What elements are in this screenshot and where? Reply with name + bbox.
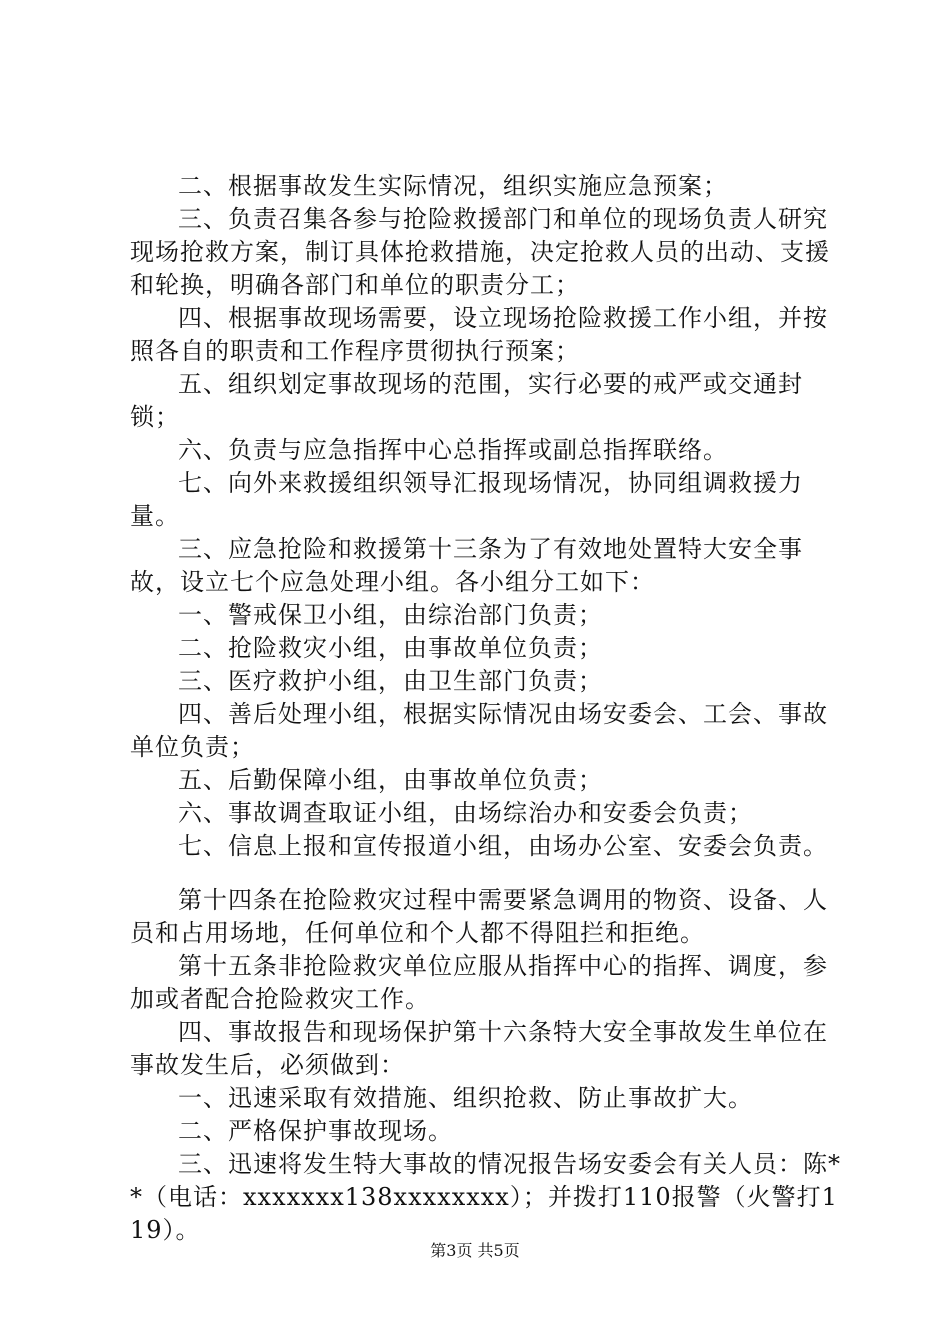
section-gap <box>130 863 842 884</box>
paragraph: 二、根据事故发生实际情况，组织实施应急预案； <box>178 172 728 200</box>
paragraph: 七、向外来救援组织领导汇报现场情况，协同组调救援力量。 <box>130 469 803 530</box>
paragraph: 三、迅速将发生特大事故的情况报告场安委会有关人员：陈**（电话：xxxxxxx138xxxxxxxx）；并拨打110报警（火警打119）。 <box>130 1150 841 1244</box>
paragraph: 一、警戒保卫小组，由综治部门负责； <box>178 601 603 629</box>
paragraph: 三、医疗救护小组，由卫生部门负责； <box>178 667 603 695</box>
paragraph: 三、负责召集各参与抢险救援部门和单位的现场负责人研究现场抢救方案，制订具体抢救措施，决定抢救人员的出动、支援和轮换，明确各部门和单位的职责分工； <box>130 205 830 299</box>
document-body <box>130 170 842 1247</box>
paragraph: 五、组织划定事故现场的范围，实行必要的戒严或交通封锁； <box>130 370 803 431</box>
paragraph: 一、迅速采取有效措施、组织抢救、防止事故扩大。 <box>178 1084 753 1112</box>
paragraph: 四、善后处理小组，根据实际情况由场安委会、工会、事故单位负责； <box>130 700 828 761</box>
paragraph: 第十五条非抢险救灾单位应服从指挥中心的指挥、调度，参加或者配合抢险救灾工作。 <box>130 952 828 1013</box>
paragraph: 二、抢险救灾小组，由事故单位负责； <box>178 634 603 662</box>
paragraph: 二、严格保护事故现场。 <box>178 1117 453 1145</box>
paragraph: 六、事故调查取证小组，由场综治办和安委会负责； <box>178 799 753 827</box>
paragraph: 四、事故报告和现场保护第十六条特大安全事故发生单位在事故发生后，必须做到： <box>130 1018 828 1079</box>
page-footer: 第3页 共5页 <box>430 1241 520 1260</box>
paragraph: 七、信息上报和宣传报道小组，由场办公室、安委会负责。 <box>178 832 828 860</box>
paragraph: 三、应急抢险和救援第十三条为了有效地处置特大安全事故，设立七个应急处理小组。各小组分工如下： <box>130 535 803 596</box>
paragraph: 第十四条在抢险救灾过程中需要紧急调用的物资、设备、人员和占用场地，任何单位和个人都不得阻拦和拒绝。 <box>130 886 828 947</box>
paragraph: 四、根据事故现场需要，设立现场抢险救援工作小组，并按照各自的职责和工作程序贯彻执行预案； <box>130 304 828 365</box>
paragraph: 五、后勤保障小组，由事故单位负责； <box>178 766 603 794</box>
paragraph: 六、负责与应急指挥中心总指挥或副总指挥联络。 <box>178 436 728 464</box>
